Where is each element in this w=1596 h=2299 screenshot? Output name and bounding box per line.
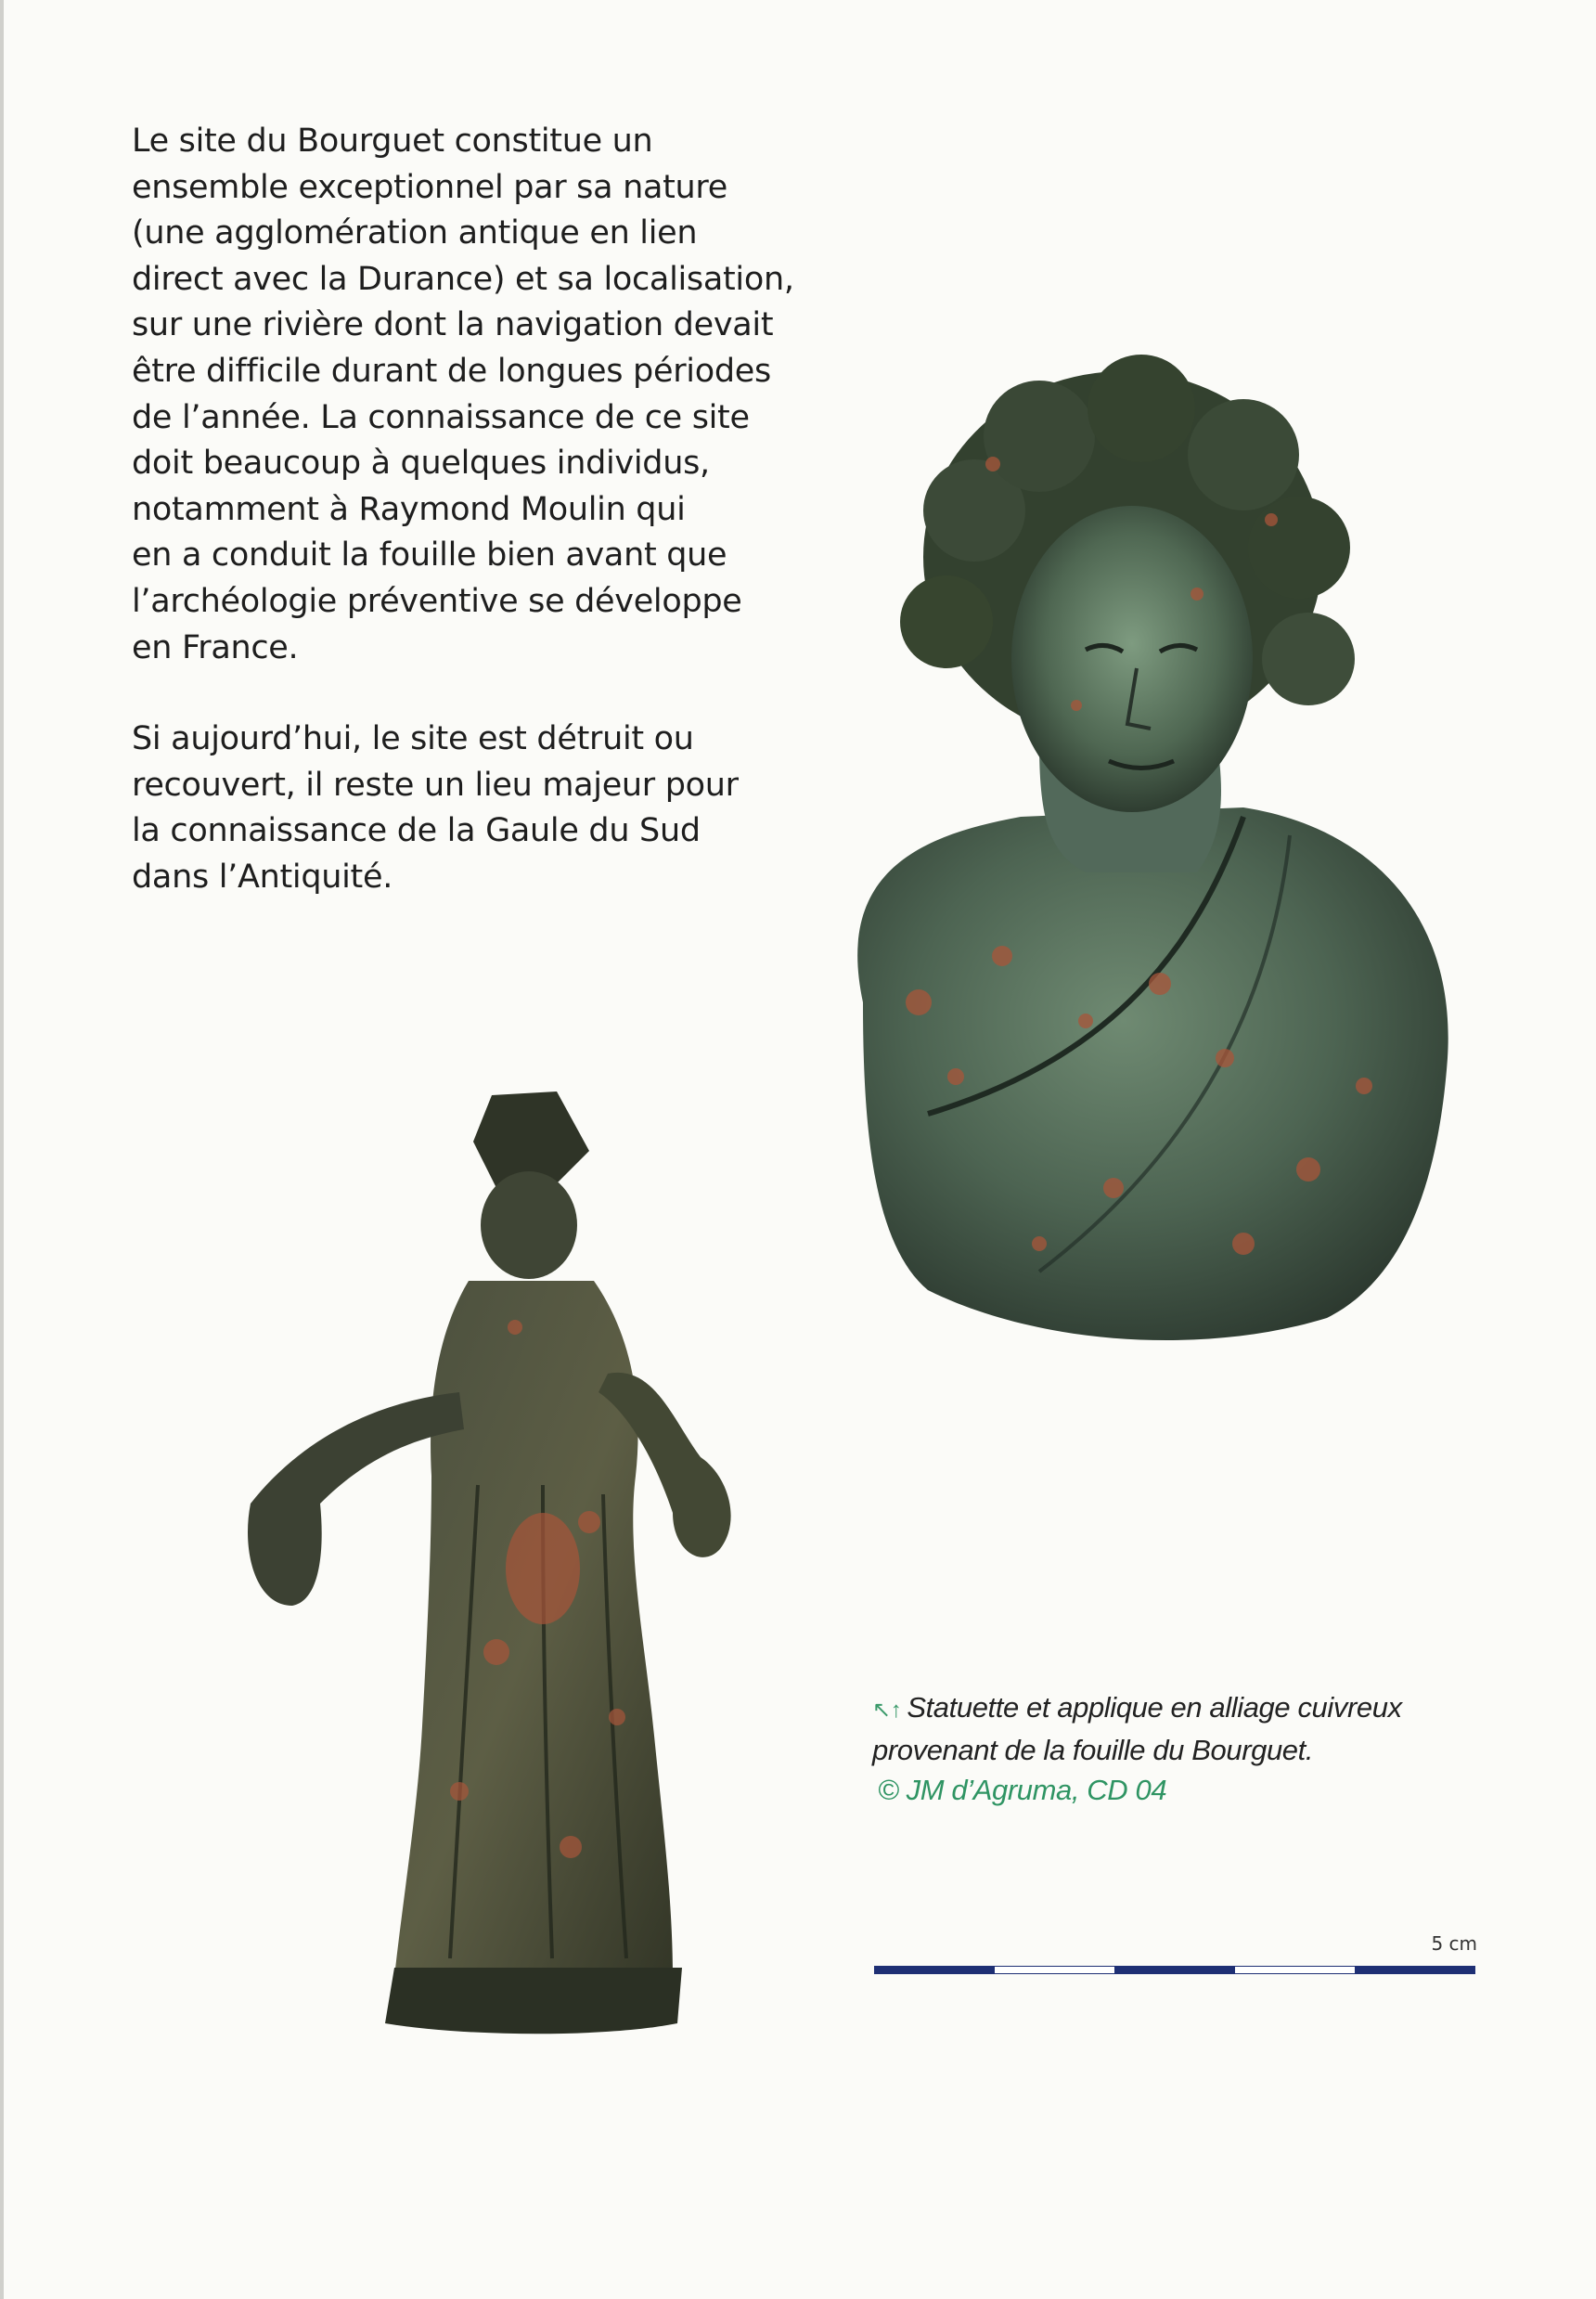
text-line: en a conduit la fouille bien avant que <box>132 536 727 575</box>
scale-bar <box>874 1966 1475 1974</box>
bronze-statuette-image <box>237 1086 821 2042</box>
text-line: être difficile durant de longues périodes <box>132 352 771 390</box>
text-line: notamment à Raymond Moulin qui <box>132 490 686 528</box>
text-line: Le site du Bourguet constitue un <box>132 123 653 160</box>
text-line: Si aujourd’hui, le site est détruit ou <box>132 720 694 758</box>
body-text <box>132 119 837 901</box>
text-line: direct avec la Durance) et sa localisation, <box>132 260 794 298</box>
scale-label: 5 cm <box>1431 1932 1477 1955</box>
text-line: doit beaucoup à quelques individus, <box>132 445 710 483</box>
caption-arrows-icon: ↖↑ <box>872 1698 902 1723</box>
scale-segment <box>1355 1967 1474 1973</box>
text-line: dans l’Antiquité. <box>132 858 393 896</box>
text-line: recouvert, il reste un lieu majeur pour <box>132 766 739 804</box>
caption-line-1: Statuette et applique en alliage cuivreux <box>907 1691 1402 1724</box>
text-line: en France. <box>132 628 299 666</box>
caption-line-2: provenant de la fouille du Bourguet. <box>872 1734 1314 1766</box>
text-line: sur une rivière dont la navigation devait <box>132 306 774 344</box>
scale-segment <box>1235 1967 1355 1973</box>
text-line: ensemble exceptionnel par sa nature <box>132 168 727 206</box>
scale-segment <box>995 1967 1114 1973</box>
text-line: l’archéologie préventive se développe <box>132 582 742 620</box>
paragraph-1 <box>132 119 837 671</box>
scale-segment <box>1114 1967 1234 1973</box>
text-line: la connaissance de la Gaule du Sud <box>132 812 701 850</box>
bronze-bust-image <box>807 353 1457 1355</box>
paragraph-2 <box>132 717 837 900</box>
page-edge <box>0 0 4 2299</box>
photo-credit: © JM d’Agruma, CD 04 <box>878 1774 1167 1806</box>
text-line: (une agglomération antique en lien <box>132 214 698 252</box>
figure-caption <box>872 1687 1466 1810</box>
scale-segment <box>875 1967 995 1973</box>
text-line: de l’année. La connaissance de ce site <box>132 398 750 436</box>
